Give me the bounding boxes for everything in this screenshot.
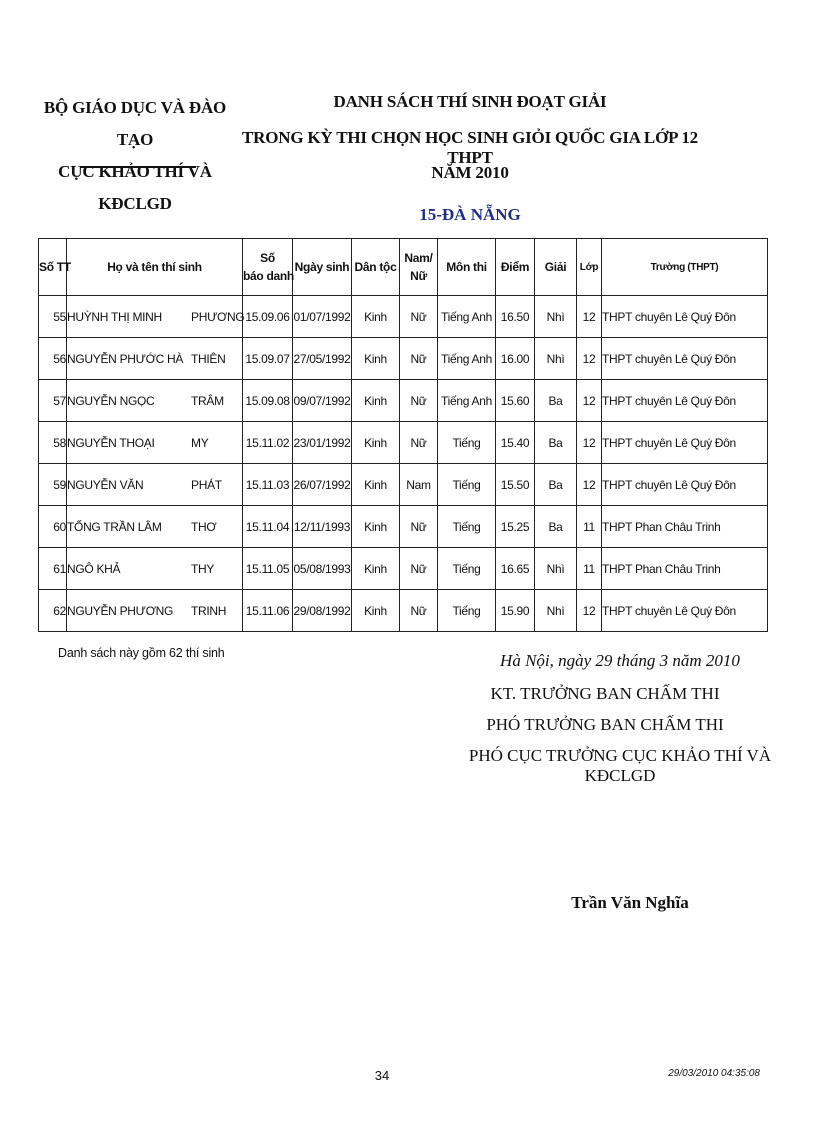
cell-school: THPT chuyên Lê Quý Đôn	[602, 464, 768, 506]
col-header-gender-line1: Nam/	[404, 251, 433, 265]
cell-subject: Tiếng	[438, 590, 496, 632]
table-row	[39, 548, 768, 590]
table-row	[39, 464, 768, 506]
cell-first-name: MY	[191, 435, 209, 450]
cell-last-name: NGUYỄN NGỌC	[67, 393, 155, 408]
cell-grade: 12	[577, 380, 602, 422]
cell-school: THPT Phan Châu Trinh	[602, 506, 768, 548]
cell-grade: 12	[577, 338, 602, 380]
header-divider	[80, 166, 196, 168]
col-header-score: Điểm	[496, 239, 535, 296]
cell-first-name: PHÁT	[191, 477, 222, 492]
cell-grade: 11	[577, 506, 602, 548]
cell-prize: Ba	[535, 422, 577, 464]
cell-dob: 01/07/1992	[293, 296, 352, 338]
table-row	[39, 422, 768, 464]
col-header-sbd-line2: báo danh	[243, 269, 294, 283]
table-row	[39, 296, 768, 338]
cell-stt: 57	[39, 380, 67, 422]
col-header-grade: Lớp	[577, 239, 602, 296]
department-name: CỤC KHẢO THÍ VÀ KĐCLGD	[58, 162, 212, 213]
cell-stt: 55	[39, 296, 67, 338]
cell-first-name: THY	[191, 561, 215, 576]
cell-stt: 58	[39, 422, 67, 464]
cell-stt: 56	[39, 338, 67, 380]
cell-gender: Nữ	[400, 548, 438, 590]
cell-prize: Ba	[535, 506, 577, 548]
cell-gender: Nữ	[400, 506, 438, 548]
cell-sbd: 15.09.06	[243, 296, 293, 338]
cell-gender: Nam	[400, 464, 438, 506]
cell-name	[67, 506, 243, 548]
signature-title-line2: PHÓ TRƯỞNG BAN CHẤM THI	[486, 715, 724, 734]
cell-gender: Nữ	[400, 380, 438, 422]
province-heading: 15-ĐÀ NẴNG	[419, 205, 521, 224]
cell-last-name: TỐNG TRẦN LÂM	[67, 519, 162, 534]
cell-ethnicity: Kinh	[352, 296, 400, 338]
cell-score: 15.25	[496, 506, 535, 548]
cell-grade: 12	[577, 590, 602, 632]
document-title: DANH SÁCH THÍ SINH ĐOẠT GIẢI	[333, 92, 607, 111]
cell-grade: 12	[577, 422, 602, 464]
cell-dob: 27/05/1992	[293, 338, 352, 380]
signature-title-line1: KT. TRƯỞNG BAN CHẤM THI	[490, 684, 720, 703]
cell-sbd: 15.11.06	[243, 590, 293, 632]
cell-ethnicity: Kinh	[352, 380, 400, 422]
results-table	[38, 238, 768, 632]
cell-subject: Tiếng Anh	[438, 338, 496, 380]
table-row	[39, 506, 768, 548]
cell-subject: Tiếng	[438, 464, 496, 506]
cell-score: 15.50	[496, 464, 535, 506]
cell-first-name: PHƯƠNG	[191, 309, 245, 324]
cell-stt: 59	[39, 464, 67, 506]
candidate-count-note: Danh sách này gồm 62 thí sinh	[58, 646, 225, 660]
cell-sbd: 15.09.08	[243, 380, 293, 422]
table-row	[39, 338, 768, 380]
cell-grade: 11	[577, 548, 602, 590]
cell-first-name: TRINH	[191, 603, 227, 618]
cell-subject: Tiếng	[438, 422, 496, 464]
cell-prize: Ba	[535, 464, 577, 506]
cell-name	[67, 296, 243, 338]
signing-date: Hà Nội, ngày 29 tháng 3 năm 2010	[500, 651, 740, 670]
cell-prize: Nhì	[535, 296, 577, 338]
ministry-name: BỘ GIÁO DỤC VÀ ĐÀO TẠO	[43, 98, 227, 149]
cell-stt: 61	[39, 548, 67, 590]
cell-school: THPT chuyên Lê Quý Đôn	[602, 338, 768, 380]
cell-dob: 05/08/1993	[293, 548, 352, 590]
cell-prize: Nhì	[535, 590, 577, 632]
cell-last-name: HUỲNH THỊ MINH	[67, 309, 162, 324]
document-year: NĂM 2010	[431, 163, 509, 182]
cell-name	[67, 380, 243, 422]
cell-gender: Nữ	[400, 338, 438, 380]
cell-dob: 29/08/1992	[293, 590, 352, 632]
cell-ethnicity: Kinh	[352, 590, 400, 632]
cell-prize: Ba	[535, 380, 577, 422]
col-header-dob: Ngày sinh	[293, 239, 352, 296]
cell-prize: Nhì	[535, 548, 577, 590]
cell-gender: Nữ	[400, 590, 438, 632]
cell-ethnicity: Kinh	[352, 422, 400, 464]
col-header-subject: Môn thi	[438, 239, 496, 296]
cell-score: 15.40	[496, 422, 535, 464]
cell-dob: 26/07/1992	[293, 464, 352, 506]
cell-sbd: 15.11.05	[243, 548, 293, 590]
cell-sbd: 15.11.02	[243, 422, 293, 464]
cell-last-name: NGÔ KHẢ	[67, 561, 121, 576]
cell-score: 16.65	[496, 548, 535, 590]
cell-school: THPT Phan Châu Trinh	[602, 548, 768, 590]
cell-dob: 23/01/1992	[293, 422, 352, 464]
signature-title-line3: PHÓ CỤC TRƯỞNG CỤC KHẢO THÍ VÀ KĐCLGD	[468, 746, 772, 785]
col-header-prize: Giải	[535, 239, 577, 296]
issuing-authority	[30, 92, 240, 220]
cell-subject: Tiếng	[438, 506, 496, 548]
cell-name	[67, 590, 243, 632]
cell-school: THPT chuyên Lê Quý Đôn	[602, 380, 768, 422]
col-header-ethnicity: Dân tộc	[352, 239, 400, 296]
cell-score: 15.90	[496, 590, 535, 632]
cell-ethnicity: Kinh	[352, 506, 400, 548]
cell-subject: Tiếng Anh	[438, 380, 496, 422]
page-number: 34	[374, 1068, 390, 1083]
cell-last-name: NGUYỄN PHƯỚC HÀ	[67, 351, 184, 366]
document-subtitle: TRONG KỲ THI CHỌN HỌC SINH GIỎI QUỐC GIA LỚP 12 THPT	[242, 128, 698, 167]
col-header-sbd-line1: Số	[260, 251, 275, 265]
cell-last-name: NGUYỄN THOẠI	[67, 435, 155, 450]
cell-school: THPT chuyên Lê Quý Đôn	[602, 422, 768, 464]
cell-dob: 09/07/1992	[293, 380, 352, 422]
cell-sbd: 15.11.03	[243, 464, 293, 506]
cell-gender: Nữ	[400, 422, 438, 464]
cell-score: 16.50	[496, 296, 535, 338]
cell-name	[67, 548, 243, 590]
cell-first-name: THIÊN	[191, 351, 226, 366]
cell-name	[67, 338, 243, 380]
col-header-stt: Số TT	[39, 239, 67, 296]
cell-last-name: NGUYỄN VĂN	[67, 477, 144, 492]
col-header-gender	[400, 239, 438, 296]
cell-stt: 60	[39, 506, 67, 548]
cell-school: THPT chuyên Lê Quý Đôn	[602, 590, 768, 632]
table-row	[39, 380, 768, 422]
cell-sbd: 15.11.04	[243, 506, 293, 548]
cell-name	[67, 464, 243, 506]
cell-dob: 12/11/1993	[293, 506, 352, 548]
table-body	[39, 296, 768, 632]
cell-subject: Tiếng Anh	[438, 296, 496, 338]
cell-grade: 12	[577, 296, 602, 338]
cell-first-name: THƠ	[191, 519, 217, 534]
table-header-row	[39, 239, 768, 296]
cell-subject: Tiếng	[438, 548, 496, 590]
cell-gender: Nữ	[400, 296, 438, 338]
col-header-gender-line2: Nữ	[410, 269, 427, 283]
cell-score: 16.00	[496, 338, 535, 380]
cell-school: THPT chuyên Lê Quý Đôn	[602, 296, 768, 338]
cell-grade: 12	[577, 464, 602, 506]
col-header-name: Họ và tên thí sinh	[67, 239, 243, 296]
cell-name	[67, 422, 243, 464]
cell-first-name: TRÂM	[191, 393, 224, 408]
cell-ethnicity: Kinh	[352, 338, 400, 380]
signer-name: Trần Văn Nghĩa	[571, 893, 689, 912]
cell-ethnicity: Kinh	[352, 548, 400, 590]
cell-score: 15.60	[496, 380, 535, 422]
col-header-school: Trường (THPT)	[602, 239, 768, 296]
cell-prize: Nhì	[535, 338, 577, 380]
cell-stt: 62	[39, 590, 67, 632]
print-timestamp: 29/03/2010 04:35:08	[668, 1068, 760, 1079]
cell-ethnicity: Kinh	[352, 464, 400, 506]
cell-sbd: 15.09.07	[243, 338, 293, 380]
cell-last-name: NGUYỄN PHƯƠNG	[67, 603, 173, 618]
table-row	[39, 590, 768, 632]
col-header-sbd	[243, 239, 293, 296]
